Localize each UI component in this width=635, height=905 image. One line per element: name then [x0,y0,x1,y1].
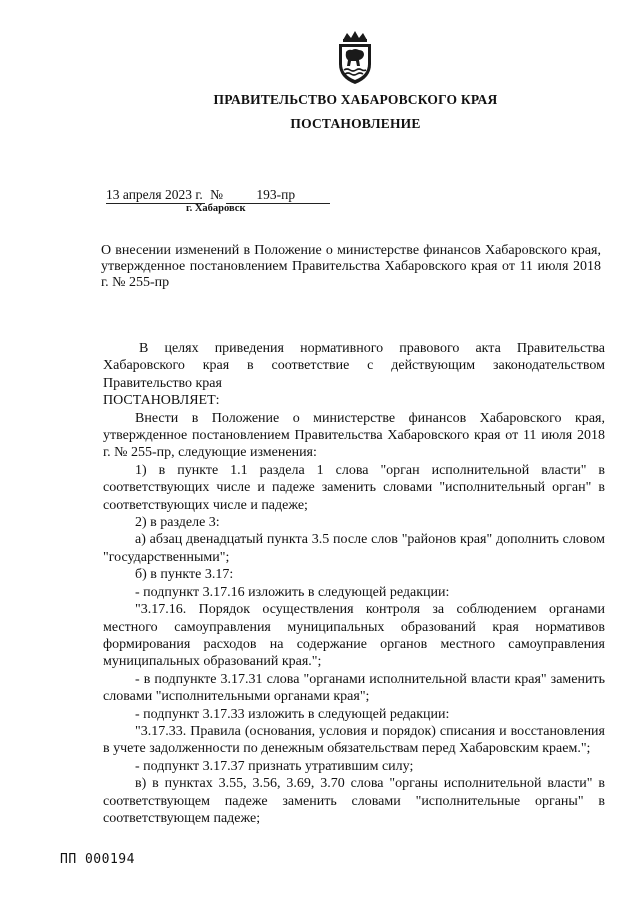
body-paragraph: а) абзац двенадцатый пункта 3.5 после слов "районов края" дополнить словом "государственными"; [103,532,605,565]
document-code: ПП 000194 [60,852,135,867]
body-paragraph: Внести в Положение о министерстве финансов Хабаровского края, утвержденное постановлением Правительства Хабаровского края от 11 июля 2018 г. № 255-пр, следующие изменения: [103,410,605,461]
body-paragraph: - подпункт 3.17.16 изложить в следующей редакции: [135,584,450,600]
body-paragraph: - в подпункте 3.17.31 слова "органами исполнительной власти края" заменить словами "исполнительными органами края"; [103,671,605,705]
body-paragraph: в) в пунктах 3.55, 3.56, 3.69, 3.70 слова "органы исполнительной власти" в соответствующем падеже заменить словами "исполнительные органы" в соответствующем падеже; [103,776,605,826]
document-number: 193-пр [226,187,330,204]
body-paragraph: - подпункт 3.17.33 изложить в следующей редакции: [135,706,450,722]
body-paragraph: - подпункт 3.17.37 признать утратившим силу; [135,758,414,774]
document-subject: О внесении изменений в Положение о министерстве финансов Хабаровского края, утвержденное постановлением Правительства Хабаровского края от 11 июля 2018 г. № 255-пр [101,243,601,290]
document-city: г. Хабаровск [186,203,246,214]
document-type: ПОСТАНОВЛЕНИЕ [290,116,421,131]
coat-of-arms-icon [333,30,377,86]
body-paragraph: б) в пункте 3.17: [135,567,234,583]
body-paragraph: ПОСТАНОВЛЯЕТ: [103,393,220,409]
number-label: № [210,187,224,202]
government-title: ПРАВИТЕЛЬСТВО ХАБАРОВСКОГО КРАЯ [213,92,498,107]
document-body [103,340,605,827]
body-paragraph: "3.17.33. Правила (основания, условия и порядок) списания и восстановления в учете задолженности по денежным обязательствам перед Хабаровским краем."; [103,723,605,757]
body-paragraph: "3.17.16. Порядок осуществления контроля за соблюдением органами местного самоуправления муниципальных образований края нормативов формирования расходов на содержание органов местного самоуправления муниципальных образований края."; [103,602,605,670]
body-paragraph: В целях приведения нормативного правового акта Правительства Хабаровского края в соответствие с действующим законодательством Правительство края [103,341,605,391]
document-date: 13 апреля 2023 г. [106,187,203,202]
date-number-line [106,187,330,204]
body-paragraph: 1) в пункте 1.1 раздела 1 слова "орган исполнительной власти" в соответствующих числе и падеже заменить словами "исполнительный орган" в соответствующих числе и падеже; [103,462,605,513]
body-paragraph: 2) в разделе 3: [135,515,220,531]
